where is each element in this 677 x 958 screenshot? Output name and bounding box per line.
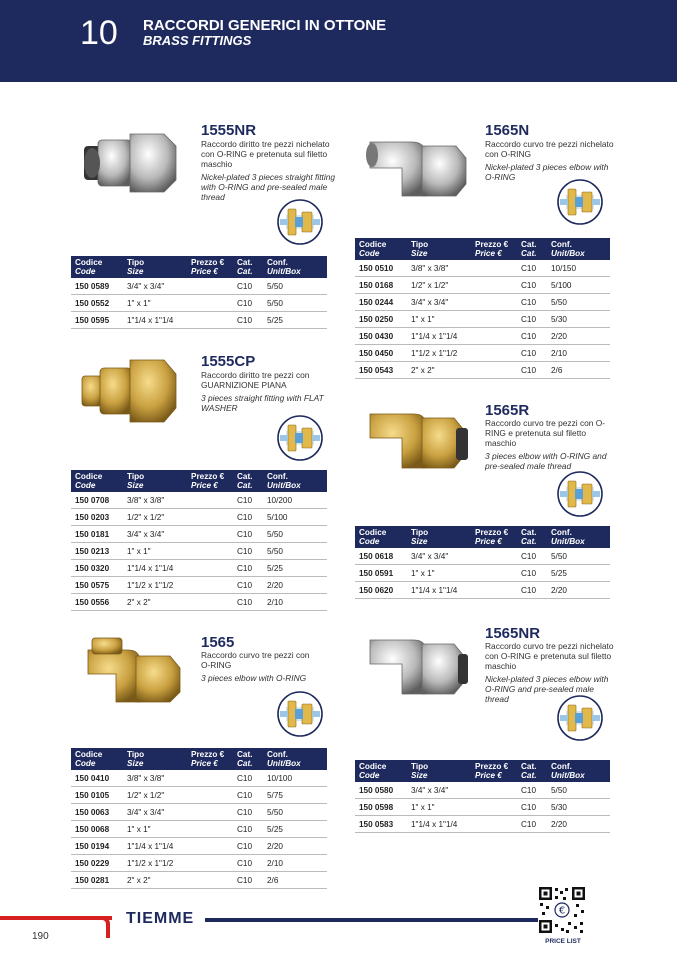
brand-logo: TIEMME [126,910,195,927]
cell-size: 3/4" x 3/4" [407,782,471,799]
cell-box: 5/25 [263,821,327,838]
cell-size: 1" x 1" [407,799,471,816]
cell-box: 5/100 [263,509,327,526]
cell-code: 150 0598 [355,799,407,816]
cell-code: 150 0281 [71,872,123,889]
table-row [355,328,610,345]
col-size: Tipo Size [123,748,187,770]
cell-cat: C10 [233,526,263,543]
cell-size: 1"1/4 x 1"1/4 [407,328,471,345]
cell-price [471,782,517,799]
table-row [71,492,327,509]
cell-price [471,362,517,379]
product-table [355,238,610,379]
col-box: Conf. Unit/Box [263,470,327,492]
cell-cat: C10 [517,311,547,328]
fitting-section-icon [556,694,604,742]
fitting-section-icon [556,178,604,226]
cell-code: 150 0229 [71,855,123,872]
cell-price [187,770,233,787]
table-row [71,295,327,312]
cell-price [187,855,233,872]
cell-cat: C10 [233,312,263,329]
cell-cat: C10 [233,594,263,611]
table-row [71,872,327,889]
cell-code: 150 0250 [355,311,407,328]
col-cat: Cat. Cat. [517,526,547,548]
cell-code: 150 0543 [355,362,407,379]
cell-cat: C10 [233,543,263,560]
col-size: Tipo Size [407,760,471,782]
table-row [71,804,327,821]
col-price: Prezzo € Price € [187,470,233,492]
cell-price [187,295,233,312]
cell-cat: C10 [517,548,547,565]
cell-size: 2" x 2" [407,362,471,379]
col-cat: Cat. Cat. [233,470,263,492]
col-code: Codice Code [355,760,407,782]
cell-code: 150 0620 [355,582,407,599]
straight-fitting-nickel-photo [78,120,184,200]
cell-box: 5/50 [263,543,327,560]
cell-price [471,565,517,582]
cell-box: 5/25 [547,565,610,582]
cell-box: 5/50 [263,295,327,312]
col-code: Codice Code [71,470,123,492]
elbow-fitting-nickel-photo [362,622,472,702]
cell-size: 3/8" x 3/8" [123,492,187,509]
cell-code: 150 0580 [355,782,407,799]
product-description [201,370,331,413]
cell-size: 2" x 2" [123,872,187,889]
fitting-section-icon [276,198,324,246]
table-row [355,548,610,565]
cell-box: 5/50 [547,294,610,311]
cell-size: 1/2" x 1/2" [123,787,187,804]
cell-code: 150 0708 [71,492,123,509]
cell-code: 150 0068 [71,821,123,838]
cell-cat: C10 [517,816,547,833]
cell-box: 2/10 [263,855,327,872]
cell-price [471,345,517,362]
cell-cat: C10 [517,294,547,311]
product-title: 1555NR [201,122,257,139]
cell-code: 150 0410 [71,770,123,787]
cell-size: 3/4" x 3/4" [123,526,187,543]
straight-fitting-brass-photo [78,350,184,430]
cell-code: 150 0583 [355,816,407,833]
col-box: Conf. Unit/Box [547,760,610,782]
description-en: Nickel-plated 3 pieces straight fitting with O-RING and pre-sealed male thread [201,172,336,202]
cell-price [471,260,517,277]
cell-code: 150 0556 [71,594,123,611]
fitting-section-icon [276,414,324,462]
col-price: Prezzo € Price € [187,256,233,278]
cell-cat: C10 [233,492,263,509]
description-it: Raccordo diritto tre pezzi con GUARNIZIONE PIANA [201,370,310,390]
cell-cat: C10 [517,582,547,599]
elbow-fitting-nickel-photo [362,122,472,202]
table-row [355,311,610,328]
cell-box: 10/150 [547,260,610,277]
description-it: Raccordo curvo tre pezzi nichelato con O-RING e pretenuta sul filetto maschio [485,641,614,671]
cell-size: 1" x 1" [123,543,187,560]
table-row [355,260,610,277]
cell-price [187,526,233,543]
col-cat: Cat. Cat. [517,238,547,260]
product-description [485,418,615,471]
col-size: Tipo Size [407,526,471,548]
col-code: Codice Code [71,748,123,770]
cell-cat: C10 [517,362,547,379]
cell-price [187,804,233,821]
cell-price [471,548,517,565]
table-row [355,782,610,799]
cell-box: 10/200 [263,492,327,509]
cell-cat: C10 [233,295,263,312]
table-row [71,594,327,611]
table-row [355,565,610,582]
product-table [355,526,610,599]
cell-box: 2/20 [547,582,610,599]
cell-size: 3/4" x 3/4" [407,548,471,565]
cell-price [471,311,517,328]
cell-box: 5/50 [547,782,610,799]
table-row [355,816,610,833]
cell-size: 1"1/4 x 1"1/4 [123,560,187,577]
table-row [71,855,327,872]
table-row [71,577,327,594]
product-title: 1565N [485,122,530,139]
cell-code: 150 0320 [71,560,123,577]
product-title: 1565 [201,634,235,651]
product-table [71,748,327,889]
col-size: Tipo Size [123,256,187,278]
cell-price [187,312,233,329]
table-row [71,526,327,543]
table-row [71,560,327,577]
cell-size: 3/8" x 3/8" [123,770,187,787]
cell-cat: C10 [233,838,263,855]
table-row [71,543,327,560]
cell-cat: C10 [233,770,263,787]
page-header [0,0,677,82]
description-en: 3 pieces elbow with O-RING [201,673,307,683]
cell-size: 2" x 2" [123,594,187,611]
cell-size: 1"1/2 x 1"1/2 [407,345,471,362]
col-code: Codice Code [71,256,123,278]
cell-cat: C10 [233,855,263,872]
col-cat: Cat. Cat. [233,748,263,770]
col-box: Conf. Unit/Box [263,748,327,770]
cell-price [187,821,233,838]
description-it: Raccordo curvo tre pezzi con O-RING [201,650,310,670]
col-price: Prezzo € Price € [471,238,517,260]
elbow-fitting-brass-photo [362,398,472,474]
cell-code: 150 0430 [355,328,407,345]
description-it: Raccordo curvo tre pezzi nichelato con O-RING [485,139,614,159]
cell-size: 1" x 1" [407,565,471,582]
cell-price [187,509,233,526]
cell-size: 1"1/2 x 1"1/2 [123,855,187,872]
cell-box: 5/50 [547,548,610,565]
cell-code: 150 0575 [71,577,123,594]
table-row [71,278,327,295]
cell-size: 1" x 1" [123,295,187,312]
table-row [71,312,327,329]
table-row [71,838,327,855]
cell-size: 1"1/4 x 1"1/4 [123,838,187,855]
cell-box: 5/25 [263,560,327,577]
table-row [355,799,610,816]
col-size: Tipo Size [407,238,471,260]
cell-code: 150 0181 [71,526,123,543]
cell-box: 2/20 [547,328,610,345]
cell-cat: C10 [517,260,547,277]
cell-cat: C10 [233,804,263,821]
cell-box: 2/6 [547,362,610,379]
section-title: RACCORDI GENERICI IN OTTONE [143,17,387,34]
cell-cat: C10 [517,277,547,294]
cell-code: 150 0168 [355,277,407,294]
cell-price [471,277,517,294]
cell-code: 150 0194 [71,838,123,855]
elbow-fitting-brass-photo [78,630,184,710]
cell-box: 2/10 [547,345,610,362]
cell-code: 150 0244 [355,294,407,311]
description-en: Nickel-plated 3 pieces elbow with O-RING and pre-sealed male thread [485,674,609,704]
cell-cat: C10 [233,509,263,526]
col-code: Codice Code [355,526,407,548]
cell-cat: C10 [233,577,263,594]
product-table [355,760,610,833]
chapter-number: 10 [80,14,118,52]
col-code: Codice Code [355,238,407,260]
col-cat: Cat. Cat. [233,256,263,278]
cell-size: 3/4" x 3/4" [123,804,187,821]
cell-code: 150 0203 [71,509,123,526]
cell-cat: C10 [517,345,547,362]
fitting-section-icon [556,470,604,518]
cell-size: 1"1/4 x 1"1/4 [407,582,471,599]
footer-navy-line [205,918,555,922]
cell-code: 150 0591 [355,565,407,582]
cell-cat: C10 [517,328,547,345]
cell-cat: C10 [233,787,263,804]
table-row [71,787,327,804]
cell-size: 1" x 1" [123,821,187,838]
cell-price [187,872,233,889]
description-en: Nickel-plated 3 pieces elbow with O-RING [485,162,609,182]
cell-cat: C10 [517,799,547,816]
cell-price [187,787,233,804]
cell-price [187,577,233,594]
product-title: 1555CP [201,353,256,370]
cell-box: 2/6 [263,872,327,889]
cell-price [187,838,233,855]
cell-price [187,560,233,577]
cell-size: 3/8" x 3/8" [407,260,471,277]
col-box: Conf. Unit/Box [263,256,327,278]
col-box: Conf. Unit/Box [547,238,610,260]
table-row [71,770,327,787]
qr-label: PRICE LIST [545,938,581,945]
cell-cat: C10 [233,278,263,295]
cell-code: 150 0450 [355,345,407,362]
cell-price [187,543,233,560]
section-subtitle: BRASS FITTINGS [143,33,252,48]
cell-code: 150 0595 [71,312,123,329]
description-en: 3 pieces straight fitting with FLAT WASHER [201,393,324,413]
cell-size: 1" x 1" [407,311,471,328]
cell-price [471,799,517,816]
table-row [355,277,610,294]
table-row [355,345,610,362]
cell-code: 150 0552 [71,295,123,312]
cell-box: 5/75 [263,787,327,804]
cell-price [471,294,517,311]
cell-cat: C10 [517,782,547,799]
cell-box: 10/100 [263,770,327,787]
cell-price [471,328,517,345]
product-title: 1565R [485,402,530,419]
col-price: Prezzo € Price € [471,760,517,782]
cell-box: 2/20 [263,577,327,594]
product-table [71,256,327,329]
footer-red-hook [100,916,110,938]
table-row [355,582,610,599]
table-row [71,509,327,526]
description-it: Raccordo diritto tre pezzi nichelato con O-RING e pretenuta sul filetto maschio [201,139,330,169]
cell-size: 1"1/4 x 1"1/4 [123,312,187,329]
cell-box: 5/50 [263,804,327,821]
page-number: 190 [32,931,49,942]
description-it: Raccordo curvo tre pezzi con O-RING e pretenuta sul filetto maschio [485,418,606,448]
cell-box: 5/30 [547,799,610,816]
table-row [355,362,610,379]
cell-box: 5/25 [263,312,327,329]
cell-box: 2/10 [263,594,327,611]
cell-box: 5/30 [547,311,610,328]
cell-code: 150 0213 [71,543,123,560]
product-table [71,470,327,611]
cell-price [187,278,233,295]
cell-size: 1"1/2 x 1"1/2 [123,577,187,594]
cell-price [471,582,517,599]
cell-size: 3/4" x 3/4" [407,294,471,311]
cell-box: 2/20 [263,838,327,855]
cell-size: 1"1/4 x 1"1/4 [407,816,471,833]
col-price: Prezzo € Price € [471,526,517,548]
product-description [201,139,341,202]
cell-code: 150 0063 [71,804,123,821]
cell-code: 150 0510 [355,260,407,277]
product-description [485,139,615,182]
fitting-section-icon [276,690,324,738]
cell-price [471,816,517,833]
table-row [71,821,327,838]
col-box: Conf. Unit/Box [547,526,610,548]
cell-box: 5/100 [547,277,610,294]
cell-price [187,594,233,611]
cell-size: 1/2" x 1/2" [407,277,471,294]
col-size: Tipo Size [123,470,187,492]
svg-text:€: € [558,905,566,917]
cell-size: 3/4" x 3/4" [123,278,187,295]
col-cat: Cat. Cat. [517,760,547,782]
cell-cat: C10 [517,565,547,582]
table-row [355,294,610,311]
cell-code: 150 0589 [71,278,123,295]
cell-cat: C10 [233,872,263,889]
col-price: Prezzo € Price € [187,748,233,770]
description-en: 3 pieces elbow with O-RING and pre-sealed male thread [485,451,607,471]
cell-code: 150 0105 [71,787,123,804]
cell-cat: C10 [233,560,263,577]
product-description [201,650,321,683]
cell-cat: C10 [233,821,263,838]
cell-code: 150 0618 [355,548,407,565]
product-title: 1565NR [485,625,541,642]
cell-size: 1/2" x 1/2" [123,509,187,526]
cell-box: 5/50 [263,278,327,295]
cell-price [187,492,233,509]
footer-red-line [0,916,112,920]
qr-code-icon[interactable] [538,886,586,934]
cell-box: 2/20 [547,816,610,833]
cell-box: 5/50 [263,526,327,543]
